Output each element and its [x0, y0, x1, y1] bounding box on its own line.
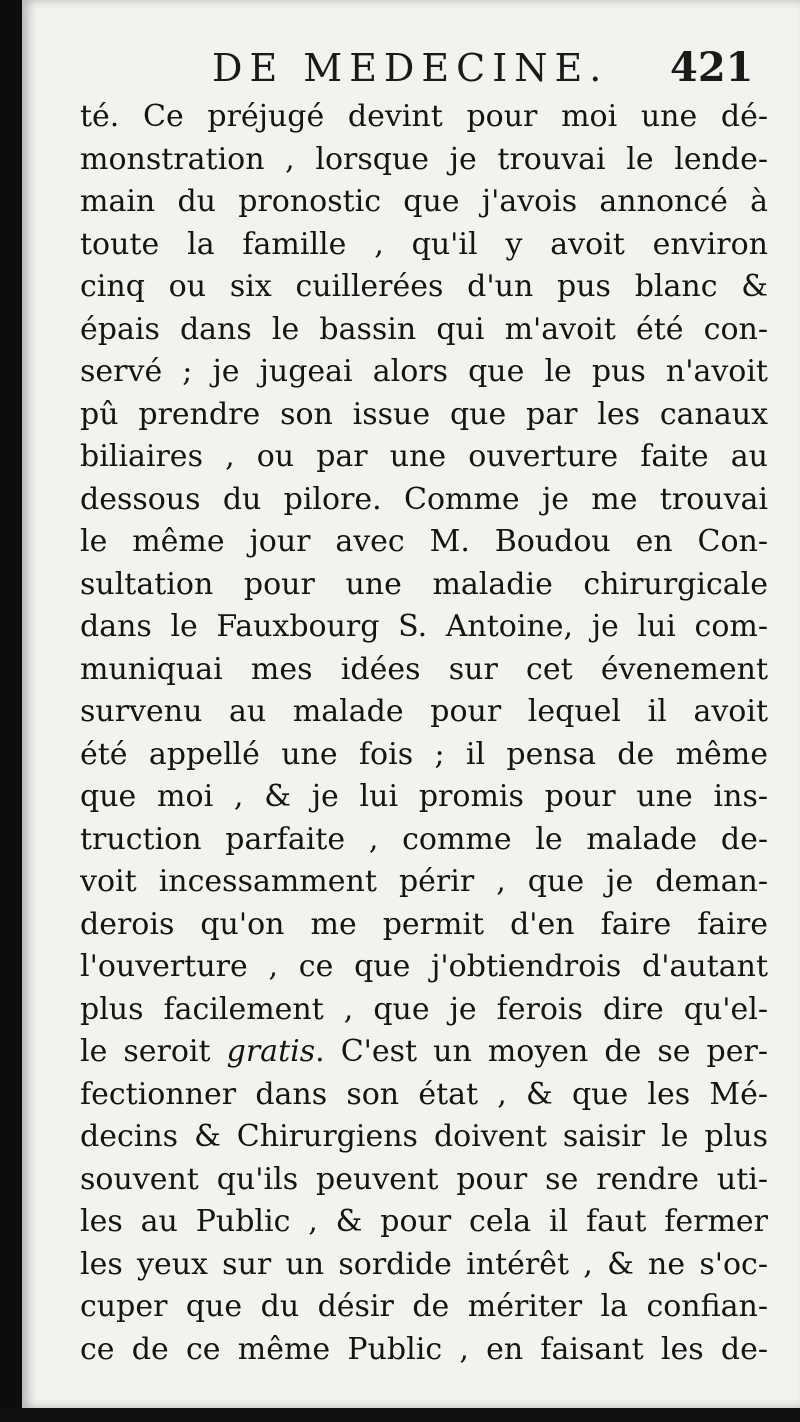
text-line: survenu au malade pour lequel il avoit — [80, 694, 768, 729]
text-line: ce de ce même Public , en faisant les de- — [80, 1331, 768, 1367]
text-line: les yeux sur un sordide intérêt , & ne s'oc- — [80, 1246, 768, 1282]
text-segment: le seroit — [80, 1034, 211, 1069]
text-line: les au Public , & pour cela il faut fermer — [80, 1204, 768, 1239]
text-line: que moi , & je lui promis pour une ins- — [80, 779, 768, 814]
text-line: muniquai mes idées sur cet évenement — [80, 651, 768, 687]
text-line: voit incessamment périr , que je deman- — [80, 864, 768, 899]
text-line: té. Ce préjugé devint pour moi une dé- — [80, 99, 768, 134]
text-line: main du pronostic que j'avois annoncé à — [80, 184, 768, 219]
text-segment: . C'est un moyen de se per- — [315, 1034, 768, 1069]
text-line: plus facilement , que je ferois dire qu'el- — [80, 991, 768, 1027]
text-line: dessous du pilore. Comme je me trouvai — [80, 481, 768, 517]
text-line: toute la famille , qu'il y avoit environ — [80, 226, 768, 262]
text-line: decins & Chirurgiens doivent saisir le plus — [80, 1119, 768, 1154]
text-line: servé ; je jugeai alors que le pus n'avoit — [80, 354, 768, 389]
text-line: fectionner dans son état , & que les Mé- — [80, 1076, 768, 1112]
text-line: le même jour avec M. Boudou en Con- — [80, 524, 768, 559]
text-line: l'ouverture , ce que j'obtiendrois d'autant — [80, 949, 768, 984]
text-line: truction parfaite , comme le malade de- — [80, 821, 768, 857]
text-line: dans le Fauxbourg S. Antoine, je lui com- — [80, 609, 768, 644]
text-line — [80, 1031, 768, 1074]
text-line: biliaires , ou par une ouverture faite au — [80, 439, 768, 474]
book-page — [22, 0, 800, 1408]
text-line: été appellé une fois ; il pensa de même — [80, 736, 768, 772]
text-line: sultation pour une maladie chirurgicale — [80, 566, 768, 602]
text-line: cuper que du désir de mériter la confian- — [80, 1289, 768, 1324]
text-line: souvent qu'ils peuvent pour se rendre uti- — [80, 1161, 768, 1197]
text-line: épais dans le bassin qui m'avoit été con- — [80, 311, 768, 347]
text-line: cinq ou six cuillerées d'un pus blanc & — [80, 269, 768, 304]
body-text — [80, 96, 768, 1371]
italic-word: gratis — [226, 1034, 316, 1069]
text-line: pû prendre son issue que par les canaux — [80, 396, 768, 432]
text-line: derois qu'on me permit d'en faire faire — [80, 906, 768, 942]
page-number: 421 — [670, 44, 754, 91]
running-head: DE MEDECINE. — [212, 46, 609, 90]
page-header — [22, 38, 800, 98]
scan-border — [0, 1408, 800, 1422]
text-line: monstration , lorsque je trouvai le lende- — [80, 141, 768, 177]
